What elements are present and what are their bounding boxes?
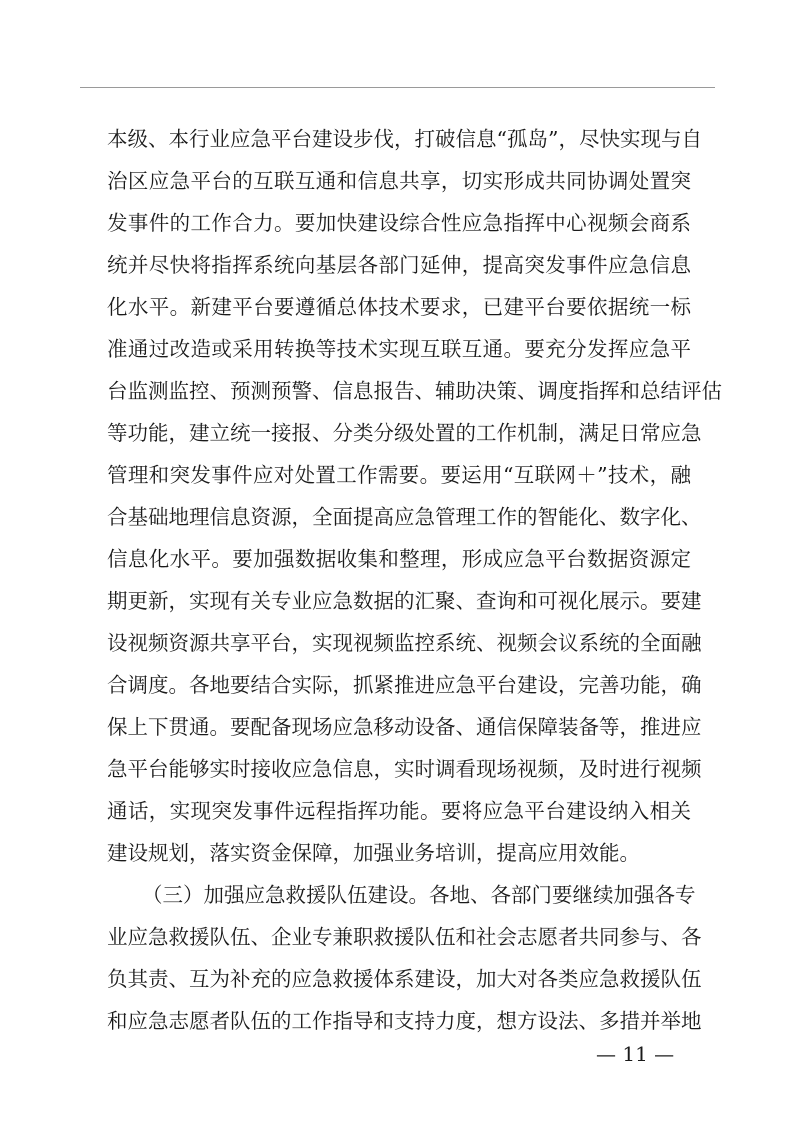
paragraph-line: 通话，实现突发事件远程指挥功能。要将应急平台建设纳入相关 [107,799,691,823]
paragraph-line: 治区应急平台的互联互通和信息共享，切实形成共同协调处置突 [107,169,691,193]
paragraph-line: 等功能，建立统一接报、分类分级处置的工作机制，满足日常应急 [107,421,702,445]
paragraph-line: 期更新，实现有关专业应急数据的汇聚、查询和可视化展示。要建 [107,589,702,613]
paragraph-line: 合调度。各地要结合实际，抓紧推进应急平台建设，完善功能，确 [107,673,702,697]
paragraph-line: 管理和突发事件应对处置工作需要。要运用“互联网＋”技术，融 [107,463,691,487]
paragraph-line: 设视频资源共享平台，实现视频监控系统、视频会议系统的全面融 [107,631,702,655]
paragraph-line: 负其责、互为补充的应急救援体系建设，加大对各类应急救援队伍 [107,967,702,991]
paragraph-line: 保上下贯通。要配备现场应急移动设备、通信保障装备等，推进应 [107,715,702,739]
paragraph-line: 台监测监控、预测预警、信息报告、辅助决策、调度指挥和总结评估 [107,379,722,403]
paragraph-line: 业应急救援队伍、企业专兼职救援队伍和社会志愿者共同参与、各 [107,925,702,949]
section-heading-continuation: 各地、各部门要继续加强各专 [429,883,696,907]
section-heading: （三）加强应急救援队伍建设。 [142,883,429,907]
paragraph-line: 信息化水平。要加强数据收集和整理，形成应急平台数据资源定 [107,547,691,571]
paragraph-line: 和应急志愿者队伍的工作指导和支持力度，想方设法、多措并举地 [107,1009,702,1033]
paragraph-last-line: 建设规划，落实资金保障，加强业务培训，提高应用效能。 [107,841,640,865]
paragraph-line: 发事件的工作合力。要加快建设综合性应急指挥中心视频会商系 [107,211,691,235]
page-number: — 11 — [596,1042,675,1066]
document-body [107,118,722,1042]
paragraph-line: 统并尽快将指挥系统向基层各部门延伸，提高突发事件应急信息 [107,253,691,277]
paragraph-line: 合基础地理信息资源，全面提高应急管理工作的智能化、数字化、 [107,505,702,529]
paragraph-line: 急平台能够实时接收应急信息，实时调看现场视频，及时进行视频 [107,757,702,781]
paragraph-line: 准通过改造或采用转换等技术实现互联互通。要充分发挥应急平 [107,337,691,361]
header-rule [80,87,715,88]
paragraph-line: 本级、本行业应急平台建设步伐，打破信息“孤岛”，尽快实现与自 [107,127,702,151]
paragraph-line: 化水平。新建平台要遵循总体技术要求，已建平台要依据统一标 [107,295,691,319]
section-heading-line [107,874,696,916]
